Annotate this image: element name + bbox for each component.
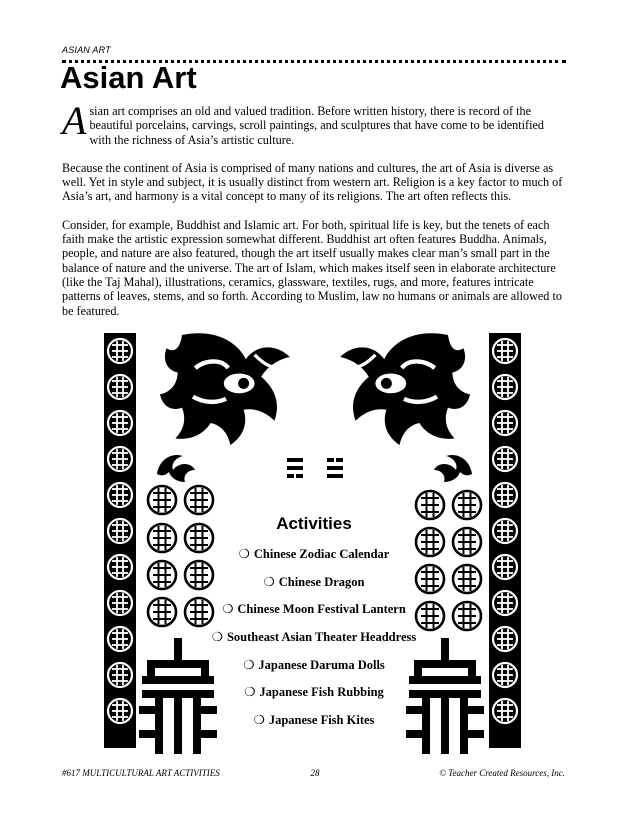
activity-label: Chinese Dragon [278,574,365,589]
paragraph-1-text: sian art comprises an old and valued tradition. Before written history, there is record of the beautiful porcelains, carvings, scroll paintings, and sculptures that have come to be identified with the richness of Asia’s artistic culture. [89,104,544,147]
right-dragon-face-icon [340,333,470,445]
footer-right: © Teacher Created Resources, Inc. [439,768,565,778]
list-item [196,601,432,629]
list-item [196,546,432,574]
drop-cap: A [62,98,87,143]
circle-bullet-icon: ❍ [263,574,275,589]
circle-bullet-icon: ❍ [211,630,223,645]
circle-bullet-icon: ❍ [253,713,265,728]
left-border-shou-icons [105,336,135,726]
activity-label: Japanese Fish Kites [268,713,375,728]
circle-bullet-icon: ❍ [244,685,256,700]
left-cloud-swirl-icon [157,455,195,482]
page-title: Asian Art [60,60,197,95]
page-number: 28 [310,768,320,778]
activity-label: Japanese Fish Rubbing [259,685,384,700]
activities-list [196,546,432,740]
left-trigram-icon [287,458,303,478]
section-label: ASIAN ART [62,45,111,55]
paragraph-2: Because the continent of Asia is comprised of many nations and cultures, the art of Asia is diverse as well. Yet in style and subject, it is usually distinct from western art. Religion is a key factor to much of Asia’s art, and harmony is a vital concept to many of its religions. The art often reflects this. [62,160,563,204]
activity-label: Japanese Daruma Dolls [258,657,385,672]
circle-bullet-icon: ❍ [238,547,250,561]
list-item [196,629,432,657]
circle-bullet-icon: ❍ [222,602,234,617]
footer-left: #617 MULTICULTURAL ART ACTIVITIES [62,768,220,778]
circle-bullet-icon: ❍ [243,657,255,672]
activity-label: Southeast Asian Theater Headdress [226,630,417,645]
list-item [196,684,432,712]
activities-heading: Activities [276,514,352,533]
list-item [196,657,432,685]
right-trigram-icon [327,458,343,478]
left-dragon-face-icon [160,333,290,445]
right-cloud-swirl-icon [434,455,472,482]
activity-label: Chinese Moon Festival Lantern [237,602,406,617]
activity-label: Chinese Zodiac Calendar [253,547,390,561]
list-item [196,712,432,740]
list-item [196,574,432,602]
right-border-shou-icons [490,336,520,726]
paragraph-3: Consider, for example, Buddhist and Islamic art. For both, spiritual life is key, but the tenets of each faith make the artistic expression somewhat different. Buddhist art often features Buddha. Animals, people, and nature are also featured, though the art itself usually makes clear man’s small part in the balance of nature and the universe. The art of Islam, which makes itself seen in elaborate architecture (like the Taj Mahal), illustrations, ceramics, glassware, textiles, rugs, and more, features intricate patterns of leaves, stems, and so forth. According to Muslim, law no humans or animals are allowed to be featured. [62,217,562,318]
